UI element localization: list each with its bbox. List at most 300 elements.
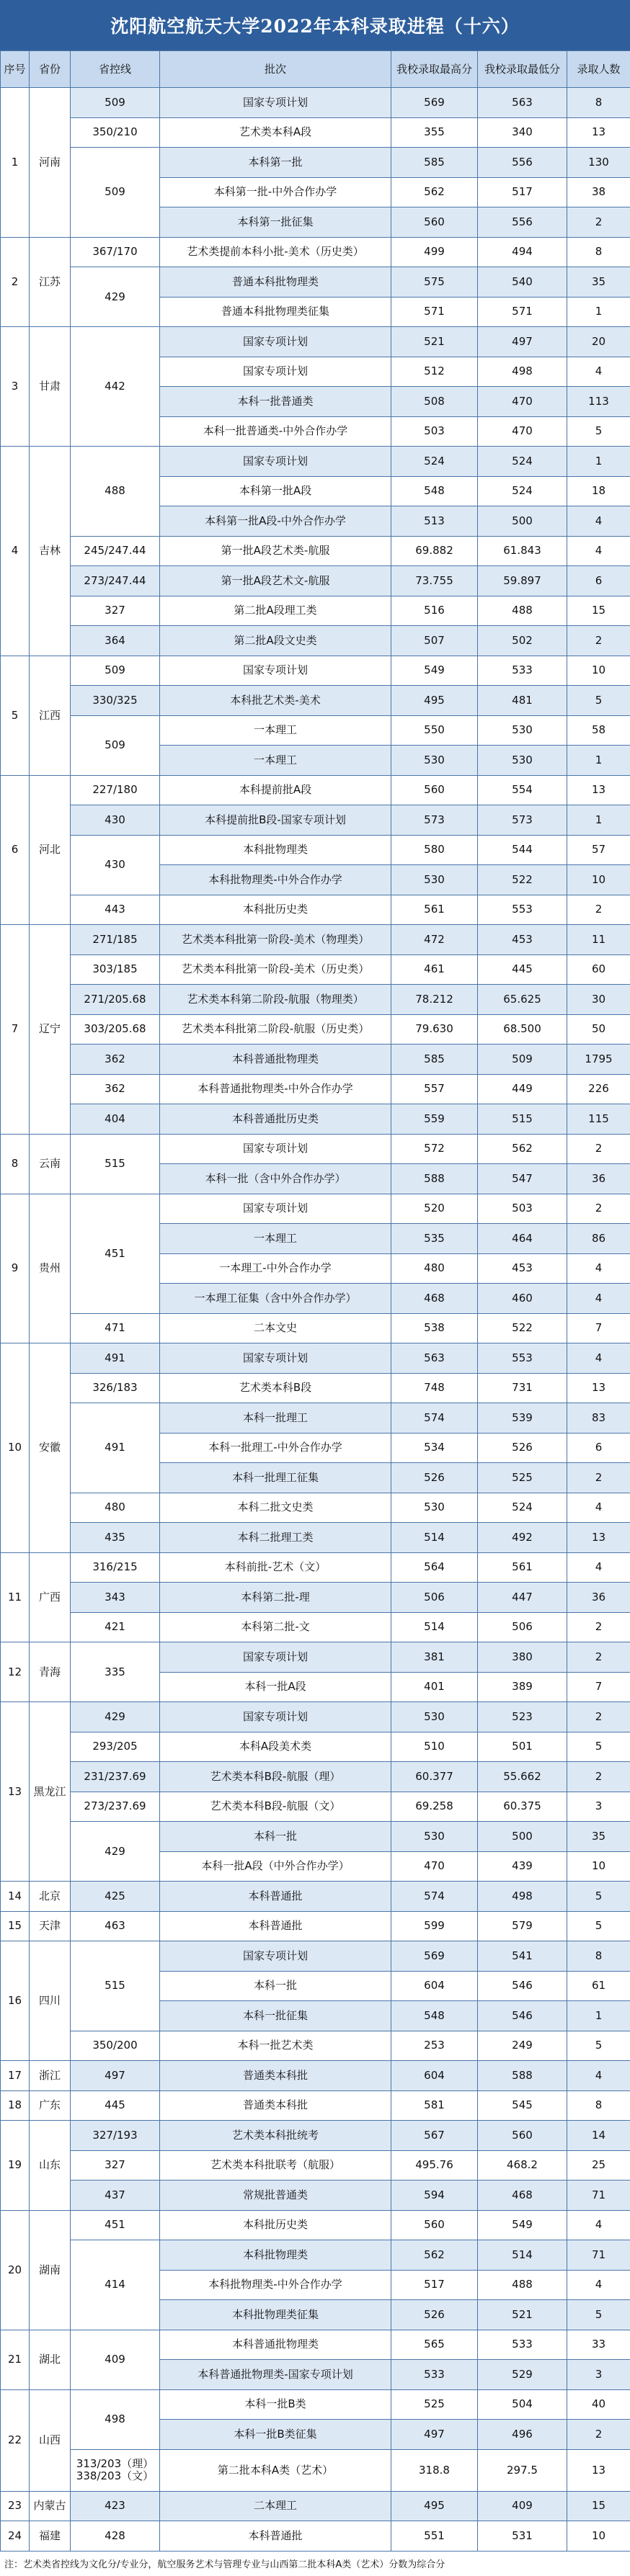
cell-count: 2 [567, 1702, 630, 1732]
header-min-score: 我校录取最低分 [478, 51, 567, 88]
cell-min-score: 59.897 [478, 566, 567, 596]
cell-no: 3 [1, 327, 30, 447]
cell-max-score: 499 [391, 237, 478, 267]
cell-no: 19 [1, 2121, 30, 2211]
cell-control-line: 497 [71, 2061, 160, 2091]
table-row [1, 1074, 630, 1104]
cell-max-score: 567 [391, 2121, 478, 2151]
cell-control-line: 421 [71, 1612, 160, 1642]
header-max-score: 我校录取最高分 [391, 51, 478, 88]
cell-max-score: 516 [391, 596, 478, 626]
table-row [1, 2090, 630, 2121]
cell-control-line: 491 [71, 1343, 160, 1374]
cell-min-score: 573 [478, 805, 567, 836]
cell-batch: 本科提前批B段-国家专项计划 [160, 805, 391, 836]
cell-no: 21 [1, 2330, 30, 2389]
cell-max-score: 513 [391, 506, 478, 537]
cell-count: 20 [567, 327, 630, 357]
cell-max-score: 548 [391, 476, 478, 506]
cell-control-line: 326/183 [71, 1373, 160, 1403]
table-row [1, 835, 630, 865]
cell-batch: 本科A段美术类 [160, 1732, 391, 1762]
cell-no: 18 [1, 2090, 30, 2121]
table-row [1, 1014, 630, 1045]
cell-control-line: 515 [71, 1941, 160, 2031]
cell-count: 10 [567, 2521, 630, 2552]
table-row [1, 2210, 630, 2240]
cell-no: 1 [1, 88, 30, 238]
page-title: 沈阳航空航天大学2022年本科录取进程（十六） [0, 0, 630, 50]
table-row [1, 2491, 630, 2521]
table-row [1, 267, 630, 298]
cell-no: 15 [1, 1911, 30, 1941]
cell-no: 24 [1, 2521, 30, 2552]
cell-min-score: 546 [478, 2001, 567, 2031]
cell-count: 8 [567, 1941, 630, 1972]
cell-max-score: 503 [391, 416, 478, 447]
cell-batch: 国家专项计划 [160, 1134, 391, 1164]
cell-min-score: 554 [478, 775, 567, 805]
cell-min-score: 488 [478, 596, 567, 626]
cell-batch: 本科二批文史类 [160, 1493, 391, 1523]
cell-min-score: 453 [478, 925, 567, 955]
cell-min-score: 579 [478, 1911, 567, 1941]
cell-control-line: 442 [71, 327, 160, 447]
cell-batch: 本科一批理工-中外合作办学 [160, 1433, 391, 1463]
cell-control-line: 327/193 [71, 2121, 160, 2151]
cell-no: 9 [1, 1194, 30, 1343]
cell-count: 10 [567, 865, 630, 895]
cell-count: 58 [567, 715, 630, 746]
table-row [1, 1612, 630, 1642]
cell-min-score: 521 [478, 2300, 567, 2330]
cell-min-score: 481 [478, 686, 567, 716]
cell-max-score: 73.755 [391, 566, 478, 596]
cell-max-score: 604 [391, 2061, 478, 2091]
table-row [1, 1373, 630, 1403]
cell-batch: 本科批历史类 [160, 2210, 391, 2240]
cell-batch: 本科普通批 [160, 1882, 391, 1912]
cell-control-line: 303/185 [71, 954, 160, 985]
cell-no: 6 [1, 775, 30, 925]
cell-count: 2 [567, 895, 630, 925]
cell-batch: 本科一批 [160, 1822, 391, 1852]
table-row [1, 1941, 630, 1972]
table-row [1, 2389, 630, 2420]
table-row [1, 2121, 630, 2151]
cell-batch: 艺术类本科批第二阶段-航服（历史类） [160, 1014, 391, 1045]
cell-count: 11 [567, 925, 630, 955]
cell-no: 2 [1, 237, 30, 327]
table-row [1, 1343, 630, 1374]
cell-count: 8 [567, 88, 630, 118]
cell-min-score: 447 [478, 1583, 567, 1613]
cell-count: 3 [567, 2360, 630, 2390]
cell-max-score: 550 [391, 715, 478, 746]
cell-control-line: 515 [71, 1134, 160, 1194]
cell-count: 1 [567, 297, 630, 327]
admission-table [0, 50, 630, 2552]
table-header-row [1, 51, 630, 88]
cell-min-score: 530 [478, 715, 567, 746]
cell-batch: 本科一批理工征集 [160, 1463, 391, 1493]
cell-max-score: 574 [391, 1882, 478, 1912]
cell-max-score: 599 [391, 1911, 478, 1941]
cell-min-score: 539 [478, 1403, 567, 1434]
cell-batch: 第二批A段文史类 [160, 626, 391, 656]
cell-count: 5 [567, 1732, 630, 1762]
cell-control-line: 313/203（理） 338/203（文） [71, 2449, 160, 2491]
cell-control-line: 425 [71, 1882, 160, 1912]
cell-batch: 本科批物理类 [160, 835, 391, 865]
table-row [1, 1523, 630, 1553]
cell-max-score: 461 [391, 954, 478, 985]
cell-batch: 第一批A段艺术类-航服 [160, 536, 391, 566]
cell-batch: 本科一批B类征集 [160, 2420, 391, 2450]
cell-count: 71 [567, 2240, 630, 2271]
cell-count: 15 [567, 2491, 630, 2521]
cell-count: 8 [567, 237, 630, 267]
table-row [1, 985, 630, 1015]
cell-control-line: 367/170 [71, 237, 160, 267]
cell-batch: 国家专项计划 [160, 1702, 391, 1732]
cell-min-score: 439 [478, 1851, 567, 1882]
cell-count: 7 [567, 1672, 630, 1702]
table-row [1, 596, 630, 626]
cell-no: 8 [1, 1134, 30, 1194]
cell-min-score: 530 [478, 746, 567, 776]
cell-max-score: 401 [391, 1672, 478, 1702]
cell-min-score: 503 [478, 1194, 567, 1224]
cell-batch: 本科一批（含中外合作办学） [160, 1164, 391, 1194]
cell-max-score: 533 [391, 2360, 478, 2390]
cell-min-score: 571 [478, 297, 567, 327]
table-row [1, 1134, 630, 1164]
table-row [1, 1583, 630, 1613]
table-row [1, 1194, 630, 1224]
table-row [1, 1732, 630, 1762]
table-row [1, 715, 630, 746]
cell-control-line: 428 [71, 2521, 160, 2552]
cell-batch: 本科普通批 [160, 1911, 391, 1941]
cell-max-score: 497 [391, 2420, 478, 2450]
table-row [1, 656, 630, 686]
cell-max-score: 472 [391, 925, 478, 955]
cell-control-line: 271/185 [71, 925, 160, 955]
cell-province: 山西 [30, 2389, 71, 2491]
cell-province: 浙江 [30, 2061, 71, 2091]
cell-control-line: 435 [71, 1523, 160, 1553]
cell-batch: 本科二批理工类 [160, 1523, 391, 1553]
cell-batch: 国家专项计划 [160, 656, 391, 686]
table-row [1, 1702, 630, 1732]
cell-no: 10 [1, 1343, 30, 1553]
cell-count: 1 [567, 746, 630, 776]
cell-count: 4 [567, 2270, 630, 2300]
cell-max-score: 573 [391, 805, 478, 836]
cell-max-score: 318.8 [391, 2449, 478, 2491]
cell-max-score: 569 [391, 1941, 478, 1972]
cell-control-line: 350/210 [71, 117, 160, 148]
cell-batch: 国家专项计划 [160, 1941, 391, 1972]
footnote: 注：艺术类省控线为文化分/专业分，航空服务艺术与管理专业与山西第二批本科A类（艺术）分数为综合分 [0, 2552, 630, 2576]
table-row [1, 1104, 630, 1135]
cell-control-line: 327 [71, 596, 160, 626]
cell-province: 四川 [30, 1941, 71, 2061]
cell-count: 71 [567, 2181, 630, 2211]
cell-batch: 一本理工 [160, 715, 391, 746]
cell-no: 20 [1, 2210, 30, 2330]
cell-batch: 本科第一批-中外合作办学 [160, 177, 391, 207]
cell-min-score: 514 [478, 2240, 567, 2271]
cell-control-line: 437 [71, 2181, 160, 2211]
cell-min-score: 501 [478, 1732, 567, 1762]
cell-province: 广东 [30, 2090, 71, 2121]
cell-min-score: 524 [478, 476, 567, 506]
cell-control-line: 509 [71, 88, 160, 118]
cell-min-score: 497 [478, 327, 567, 357]
cell-batch: 国家专项计划 [160, 327, 391, 357]
header-no: 序号 [1, 51, 30, 88]
cell-count: 13 [567, 1523, 630, 1553]
table-row [1, 1493, 630, 1523]
cell-min-score: 588 [478, 2061, 567, 2091]
table-row [1, 536, 630, 566]
cell-min-score: 560 [478, 2121, 567, 2151]
cell-min-score: 498 [478, 357, 567, 387]
cell-batch: 本科第一批A段 [160, 476, 391, 506]
cell-max-score: 495 [391, 686, 478, 716]
cell-count: 5 [567, 416, 630, 447]
cell-batch: 本科普通批物理类-国家专项计划 [160, 2360, 391, 2390]
cell-batch: 普通本科批物理类 [160, 267, 391, 298]
cell-min-score: 731 [478, 1373, 567, 1403]
cell-min-score: 409 [478, 2491, 567, 2521]
table-row [1, 775, 630, 805]
cell-count: 2 [567, 1463, 630, 1493]
cell-batch: 艺术类本科批统考 [160, 2121, 391, 2151]
cell-count: 83 [567, 1403, 630, 1434]
cell-max-score: 524 [391, 447, 478, 477]
cell-min-score: 553 [478, 1343, 567, 1374]
cell-count: 36 [567, 1583, 630, 1613]
header-control-line: 省控线 [71, 51, 160, 88]
cell-count: 5 [567, 686, 630, 716]
header-batch: 批次 [160, 51, 391, 88]
cell-min-score: 340 [478, 117, 567, 148]
cell-control-line: 491 [71, 1403, 160, 1493]
cell-batch: 本科一批理工 [160, 1403, 391, 1434]
cell-min-score: 464 [478, 1224, 567, 1254]
cell-max-score: 470 [391, 1851, 478, 1882]
cell-batch: 本科一批B类 [160, 2389, 391, 2420]
cell-max-score: 480 [391, 1253, 478, 1284]
cell-max-score: 575 [391, 267, 478, 298]
cell-province: 云南 [30, 1134, 71, 1194]
table-row [1, 2181, 630, 2211]
cell-province: 安徽 [30, 1343, 71, 1553]
cell-province: 河南 [30, 88, 71, 238]
table-row [1, 88, 630, 118]
cell-count: 1 [567, 805, 630, 836]
cell-min-score: 533 [478, 656, 567, 686]
cell-control-line: 451 [71, 2210, 160, 2240]
cell-no: 22 [1, 2389, 30, 2491]
cell-count: 3 [567, 1792, 630, 1822]
cell-count: 2 [567, 1612, 630, 1642]
table-row [1, 2150, 630, 2181]
cell-count: 1795 [567, 1045, 630, 1075]
cell-min-score: 500 [478, 1822, 567, 1852]
cell-batch: 本科批物理类征集 [160, 2300, 391, 2330]
cell-min-score: 380 [478, 1642, 567, 1673]
cell-min-score: 531 [478, 2521, 567, 2552]
cell-min-score: 545 [478, 2090, 567, 2121]
cell-batch: 国家专项计划 [160, 447, 391, 477]
table-row [1, 148, 630, 178]
cell-control-line: 429 [71, 1702, 160, 1732]
table-row [1, 2521, 630, 2552]
cell-control-line: 327 [71, 2150, 160, 2181]
cell-no: 11 [1, 1552, 30, 1642]
cell-max-score: 526 [391, 1463, 478, 1493]
cell-max-score: 468 [391, 1284, 478, 1314]
cell-batch: 常规批普通类 [160, 2181, 391, 2211]
table-row [1, 2031, 630, 2061]
cell-count: 86 [567, 1224, 630, 1254]
cell-province: 辽宁 [30, 925, 71, 1135]
cell-count: 35 [567, 267, 630, 298]
table-row [1, 1882, 630, 1912]
cell-max-score: 526 [391, 2300, 478, 2330]
cell-count: 4 [567, 2061, 630, 2091]
cell-no: 17 [1, 2061, 30, 2091]
cell-min-score: 470 [478, 387, 567, 417]
cell-max-score: 585 [391, 1045, 478, 1075]
cell-max-score: 253 [391, 2031, 478, 2061]
cell-batch: 本科一批普通类-中外合作办学 [160, 416, 391, 447]
cell-count: 60 [567, 954, 630, 985]
cell-count: 13 [567, 2449, 630, 2491]
table-row [1, 2061, 630, 2091]
cell-count: 4 [567, 357, 630, 387]
cell-count: 130 [567, 148, 630, 178]
cell-province: 河北 [30, 775, 71, 925]
cell-province: 广西 [30, 1552, 71, 1642]
cell-max-score: 549 [391, 656, 478, 686]
cell-batch: 普通类本科批 [160, 2061, 391, 2091]
cell-control-line: 293/205 [71, 1732, 160, 1762]
cell-count: 2 [567, 1194, 630, 1224]
cell-max-score: 594 [391, 2181, 478, 2211]
cell-control-line: 245/247.44 [71, 536, 160, 566]
cell-count: 2 [567, 207, 630, 238]
cell-control-line: 429 [71, 1822, 160, 1882]
cell-count: 14 [567, 2121, 630, 2151]
cell-min-score: 526 [478, 1433, 567, 1463]
cell-control-line: 463 [71, 1911, 160, 1941]
cell-province: 天津 [30, 1911, 71, 1941]
cell-min-score: 544 [478, 835, 567, 865]
cell-province: 湖北 [30, 2330, 71, 2389]
cell-batch: 国家专项计划 [160, 357, 391, 387]
cell-batch: 艺术类本科批第一阶段-美术（历史类） [160, 954, 391, 985]
cell-max-score: 564 [391, 1552, 478, 1583]
cell-min-score: 517 [478, 177, 567, 207]
cell-min-score: 515 [478, 1104, 567, 1135]
cell-max-score: 506 [391, 1583, 478, 1613]
cell-batch: 本科第一批 [160, 148, 391, 178]
cell-min-score: 506 [478, 1612, 567, 1642]
cell-count: 7 [567, 1313, 630, 1343]
cell-batch: 国家专项计划 [160, 88, 391, 118]
cell-max-score: 381 [391, 1642, 478, 1673]
cell-max-score: 514 [391, 1523, 478, 1553]
cell-count: 4 [567, 1552, 630, 1583]
cell-batch: 本科前批-艺术（文） [160, 1552, 391, 1583]
cell-max-score: 69.258 [391, 1792, 478, 1822]
cell-batch: 国家专项计划 [160, 1642, 391, 1673]
cell-min-score: 468 [478, 2181, 567, 2211]
cell-control-line: 316/215 [71, 1552, 160, 1583]
cell-province: 内蒙古 [30, 2491, 71, 2521]
cell-count: 113 [567, 387, 630, 417]
cell-batch: 普通类本科批 [160, 2090, 391, 2121]
cell-max-score: 572 [391, 1134, 478, 1164]
cell-control-line: 429 [71, 267, 160, 327]
cell-batch: 一本理工-中外合作办学 [160, 1253, 391, 1284]
cell-max-score: 512 [391, 357, 478, 387]
cell-min-score: 547 [478, 1164, 567, 1194]
cell-min-score: 389 [478, 1672, 567, 1702]
cell-max-score: 535 [391, 1224, 478, 1254]
cell-count: 226 [567, 1074, 630, 1104]
cell-count: 6 [567, 566, 630, 596]
cell-min-score: 556 [478, 148, 567, 178]
cell-count: 1 [567, 2001, 630, 2031]
cell-batch: 艺术类本科A段 [160, 117, 391, 148]
cell-min-score: 546 [478, 1971, 567, 2001]
cell-batch: 本科一批艺术类 [160, 2031, 391, 2061]
cell-no: 23 [1, 2491, 30, 2521]
cell-count: 2 [567, 2420, 630, 2450]
cell-batch: 本科批物理类-中外合作办学 [160, 2270, 391, 2300]
cell-count: 5 [567, 1911, 630, 1941]
table-row [1, 117, 630, 148]
cell-batch: 国家专项计划 [160, 1343, 391, 1374]
cell-count: 40 [567, 2389, 630, 2420]
cell-min-score: 563 [478, 88, 567, 118]
cell-province: 北京 [30, 1882, 71, 1912]
cell-batch: 一本理工征集（含中外合作办学） [160, 1284, 391, 1314]
cell-min-score: 524 [478, 1493, 567, 1523]
cell-max-score: 557 [391, 1074, 478, 1104]
cell-min-score: 509 [478, 1045, 567, 1075]
table-row [1, 2330, 630, 2360]
cell-max-score: 565 [391, 2330, 478, 2360]
cell-control-line: 445 [71, 2090, 160, 2121]
cell-min-score: 445 [478, 954, 567, 985]
cell-no: 13 [1, 1702, 30, 1882]
cell-province: 福建 [30, 2521, 71, 2552]
cell-min-score: 460 [478, 1284, 567, 1314]
cell-control-line: 488 [71, 447, 160, 537]
cell-count: 38 [567, 177, 630, 207]
cell-control-line: 414 [71, 2240, 160, 2330]
cell-control-line: 509 [71, 715, 160, 775]
cell-control-line: 303/205.68 [71, 1014, 160, 1045]
cell-batch: 艺术类本科B段-航服（文） [160, 1792, 391, 1822]
